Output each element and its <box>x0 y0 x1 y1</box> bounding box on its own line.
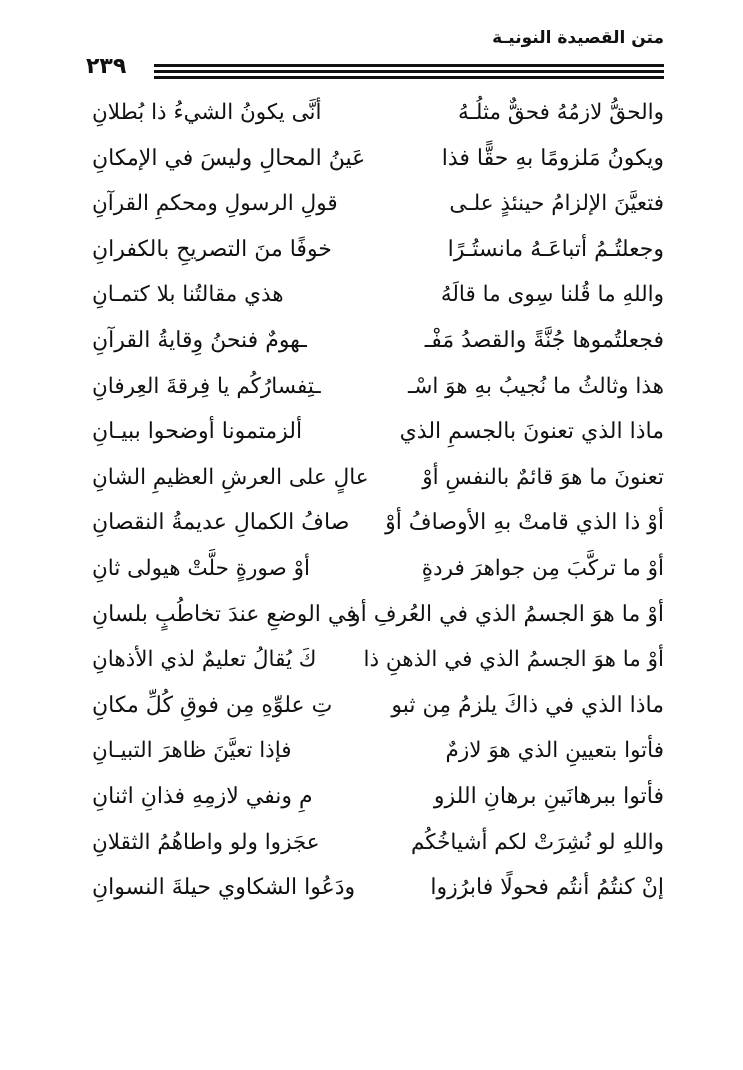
poem-body <box>92 92 664 913</box>
verse-line <box>92 274 664 320</box>
verse-line <box>92 639 664 685</box>
verse-second-hemistich: خوفًا منَ التصريحِ بالكفرانِ <box>92 236 332 262</box>
verse-line <box>92 183 664 229</box>
verse-second-hemistich: مِ ونفي لازمِهِ فذانِ اثنانِ <box>92 783 313 809</box>
verse-second-hemistich: قولِ الرسولِ ومحكمِ القرآنِ <box>92 191 338 217</box>
verse-line <box>92 867 664 913</box>
header-rule <box>154 76 664 79</box>
verse-line <box>92 92 664 138</box>
page-number: ٢٣٩ <box>86 54 127 79</box>
verse-first-hemistich: تعنونَ ما هوَ قائمٌ بالنفسِ أوْ <box>422 464 664 490</box>
header-rule <box>154 64 664 67</box>
verse-line <box>92 457 664 503</box>
verse-first-hemistich: أوْ ذا الذي قامتْ بهِ الأوصافُ أوْ <box>385 510 664 536</box>
verse-first-hemistich: فأتوا بتعيينِ الذي هوَ لازمٌ <box>445 738 664 764</box>
verse-line <box>92 411 664 457</box>
verse-line <box>92 138 664 184</box>
verse-line <box>92 685 664 731</box>
verse-first-hemistich: فتعيَّنَ الإلزامُ حينئذٍ علـى <box>449 191 664 217</box>
verse-second-hemistich: ألزمتمونا أوضحوا ببيـانِ <box>92 419 303 445</box>
verse-line <box>92 366 664 412</box>
verse-second-hemistich: عجَزوا ولو واطاهُمُ الثقلانِ <box>92 829 320 855</box>
header-rule <box>154 70 664 73</box>
verse-first-hemistich: ماذا الذي تعنونَ بالجسمِ الذي <box>399 419 664 445</box>
verse-second-hemistich: صافُ الكمالِ عديمةُ النقصانِ <box>92 510 350 536</box>
verse-line <box>92 320 664 366</box>
verse-second-hemistich: ودَعُوا الشكاوي حيلةَ النسوانِ <box>92 875 356 901</box>
verse-line <box>92 502 664 548</box>
verse-line <box>92 594 664 640</box>
verse-line <box>92 776 664 822</box>
verse-line <box>92 229 664 275</box>
verse-first-hemistich: أوْ ما تركَّبَ مِن جواهرَ فردةٍ <box>421 555 664 581</box>
verse-line <box>92 822 664 868</box>
verse-first-hemistich: والحقُّ لازمُهُ فحقٌّ مثلُـهُ <box>458 100 664 125</box>
verse-first-hemistich: أوْ ما هوَ الجسمُ الذي في العُرفِ أو <box>350 601 664 627</box>
verse-first-hemistich: فجعلتُموها جُنَّةً والقصدُ مَفْـ <box>424 327 664 353</box>
verse-first-hemistich: فأتوا ببرهانَينِ برهانِ اللزو <box>433 783 664 809</box>
verse-first-hemistich: ويكونُ مَلزومًا بهِ حقًّا فذا <box>441 145 664 171</box>
verse-second-hemistich: عالٍ على العرشِ العظيمِ الشانِ <box>92 464 369 490</box>
verse-second-hemistich: هذي مقالتُنا بلا كتمـانِ <box>92 282 284 308</box>
verse-first-hemistich: واللهِ لو نُشِرَتْ لكم أشياخُكُم <box>410 829 664 855</box>
verse-second-hemistich: تِ علوِّهِ مِن فوقِ كُلِّ مكانِ <box>92 692 333 718</box>
verse-first-hemistich: ماذا الذي في ذاكَ يلزمُ مِن ثبو <box>391 692 664 718</box>
verse-first-hemistich: أوْ ما هوَ الجسمُ الذي في الذهنِ ذا <box>363 647 664 673</box>
verse-second-hemistich: أنَّى يكونُ الشيءُ ذا بُطلانِ <box>92 100 322 125</box>
verse-first-hemistich: إنْ كنتُمُ أنتُم فحولًا فابرُزوا <box>430 875 664 901</box>
verse-line <box>92 548 664 594</box>
verse-second-hemistich: ـهومٌ فنحنُ وِقايةُ القرآنِ <box>92 327 307 353</box>
verse-first-hemistich: وجعلتُـمُ أتباعَـهُ مانستُـرًا <box>447 236 664 262</box>
verse-second-hemistich: ـتِفسارُكُم يا فِرقةَ العِرفانِ <box>92 373 321 399</box>
verse-second-hemistich: عَينُ المحالِ وليسَ في الإمكانِ <box>92 145 366 171</box>
running-title: متن القصيدة النونيـة <box>492 28 664 48</box>
verse-line <box>92 730 664 776</box>
verse-second-hemistich: فإذا تعيَّنَ ظاهرَ التبيـانِ <box>92 738 292 764</box>
verse-first-hemistich: هذا وثالثُ ما نُجيبُ بهِ هوَ اسْـ <box>408 373 664 399</box>
verse-second-hemistich: كَ يُقالُ تعليمٌ لذي الأذهانِ <box>92 647 317 673</box>
verse-first-hemistich: واللهِ ما قُلنا سِوى ما قالَهُ <box>440 282 664 308</box>
page-header <box>86 28 664 84</box>
verse-second-hemistich: أوْ صورةٍ حلَّتْ هيولى ثانِ <box>92 555 310 581</box>
verse-second-hemistich: في الوضعِ عندَ تخاطُبٍ بلسانِ <box>92 601 357 627</box>
